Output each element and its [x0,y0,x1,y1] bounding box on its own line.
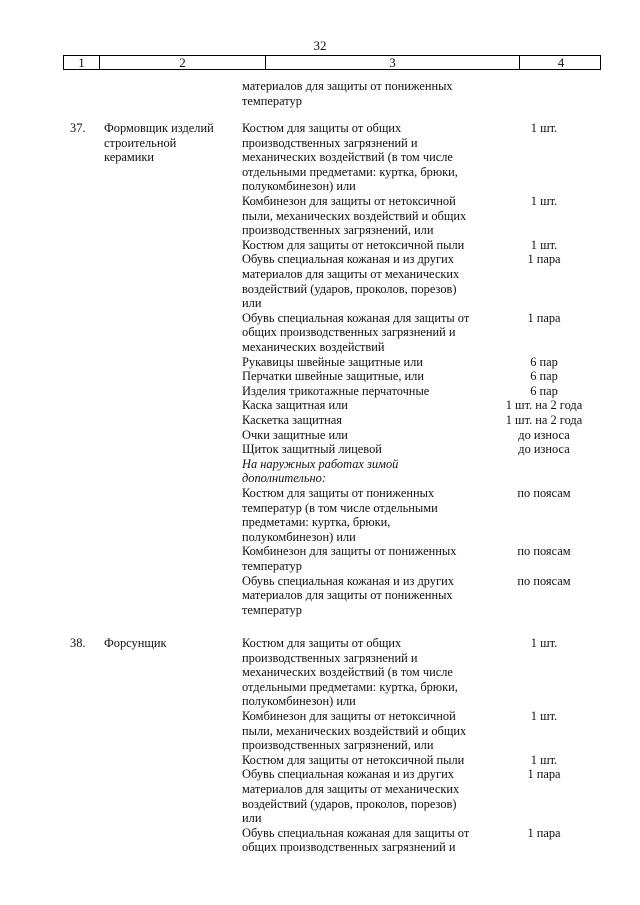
ppe-item: Обувь специальная кожаная и из других материалов для защиты от механических воздействий (ударов, проколов, порезов) или [242,252,460,311]
ppe-item: Комбинезон для защиты от пониженных температур [242,544,457,573]
issue-norm: 1 пара [527,767,561,782]
ppe-item: Изделия трикотажные перчаточные [242,383,430,398]
continuation-text: материалов для защиты от пониженных температур [242,79,453,108]
issue-norm: 1 пара [527,252,561,267]
issue-norm: 1 шт. [530,709,558,723]
page-number: 32 [313,38,327,53]
issue-norm: 6 пар [530,369,558,384]
profession-name: Формовщик изделий строительной керамики [104,121,214,165]
ppe-item: Рукавицы швейные защитные или [242,354,423,369]
header-col-4: 4 [519,56,602,69]
issue-norm: 1 пара [527,825,561,840]
issue-norm: 1 шт. на 2 года [505,413,583,427]
issue-norm: 1 пара [527,310,561,325]
issue-norm: 1 шт. [530,121,558,135]
ppe-item: Каскетка защитная [242,413,342,427]
issue-norm: по поясам [517,544,571,559]
issue-norm: 6 пар [530,354,558,369]
ppe-item: Обувь специальная кожаная для защиты от общих производственных загрязнений и механических воздействий [242,310,470,354]
ppe-item: Обувь специальная кожаная для защиты от общих производственных загрязнений и [242,825,470,855]
ppe-item: На наружных работах зимой дополнительно: [242,456,399,486]
ppe-item: Щиток защитный лицевой [242,442,382,457]
ppe-item: Костюм для защиты от нетоксичной пыли [242,237,465,252]
table-header [63,55,601,70]
issue-norm: по поясам [517,573,571,588]
issue-norm: 1 шт. [530,636,558,650]
ppe-item: Костюм для защиты от общих производственных загрязнений и механических воздействий (в том числе отдельными предметами: куртка, брюки, полукомбинезон) или [242,636,458,709]
issue-norm: по поясам [517,486,571,500]
row-number: 37. [70,121,86,135]
header-col-3: 3 [265,56,519,69]
ppe-item: Комбинезон для защиты от нетоксичной пыли, механических воздействий и общих производственных загрязнений, или [242,194,467,238]
ppe-item: Костюм для защиты от нетоксичной пыли [242,752,465,767]
issue-norm: 1 шт. на 2 года [505,398,583,413]
ppe-item: Костюм для защиты от пониженных температур (в том числе отдельными предметами: куртка, брюки, полукомбинезон) или [242,486,438,544]
profession-name: Форсунщик [104,636,167,650]
ppe-item: Костюм для защиты от общих производственных загрязнений и механических воздействий (в том числе отдельными предметами: куртка, брюки, полукомбинезон) или [242,121,458,194]
ppe-item: Обувь специальная кожаная и из других материалов для защиты от пониженных температур [242,573,454,617]
ppe-item: Обувь специальная кожаная и из других материалов для защиты от механических воздействий (ударов, проколов, порезов) или [242,767,460,826]
row-number: 38. [70,636,86,650]
issue-norm: 1 шт. [530,752,558,767]
issue-norm: до износа [518,442,570,457]
ppe-item: Каска защитная или [242,398,348,413]
issue-norm: 1 шт. [530,194,558,208]
ppe-item: Перчатки швейные защитные, или [242,369,424,384]
issue-norm: 1 шт. [530,237,558,252]
header-col-1: 1 [78,55,85,70]
ppe-item: Очки защитные или [242,427,348,442]
issue-norm: 6 пар [530,383,558,398]
ppe-item: Комбинезон для защиты от нетоксичной пыли, механических воздействий и общих производственных загрязнений, или [242,709,467,753]
header-col-2: 2 [99,56,265,69]
issue-norm: до износа [518,427,570,442]
